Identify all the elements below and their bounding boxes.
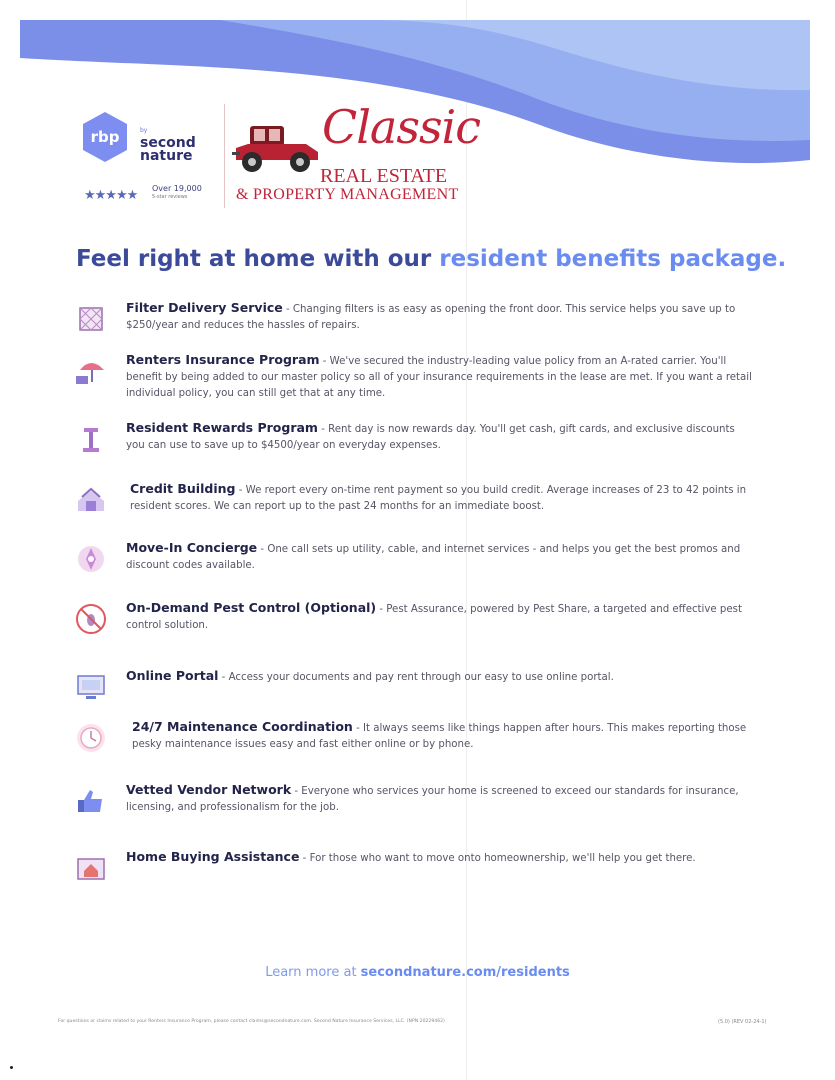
learn-more-link[interactable]: secondnature.com/residents <box>360 965 570 980</box>
second-nature-logo <box>140 124 210 163</box>
benefit-text <box>126 849 756 867</box>
benefit-text <box>130 481 760 515</box>
learn-more-prefix: Learn more at <box>265 965 361 980</box>
benefit-text <box>126 600 756 634</box>
benefit-description: - Pest Assurance, powered by Pest Share, a targeted and effective pest control solution. <box>126 604 742 631</box>
home-buying-icon <box>74 851 108 885</box>
classic-subtitle-real-estate: REAL ESTATE <box>320 165 448 187</box>
rbp-logo-text: rbp <box>90 128 120 146</box>
benefit-text <box>126 540 756 574</box>
benefit-description: - Rent day is now rewards day. You'll get cash, gift cards, and exclusive discounts you can use to save up to $4500/year on everyday expenses. <box>126 424 735 451</box>
benefit-description: - For those who want to move onto homeownership, we'll help you get there. <box>299 853 696 864</box>
learn-more-line <box>0 965 835 980</box>
trophy-icon <box>74 422 108 456</box>
clock-icon <box>74 721 108 755</box>
benefit-description: - Changing filters is as easy as opening the front door. This service helps you save up to $250/year and reduces the hassles of repairs. <box>126 304 736 331</box>
benefit-description: - Access your documents and pay rent through our easy to use online portal. <box>218 672 614 683</box>
benefit-title: Credit Building <box>130 481 236 496</box>
no-pest-icon <box>74 602 108 636</box>
five-star-icon: ★★★★★ <box>84 188 138 203</box>
rating-text: Over 19,000 <box>152 184 202 193</box>
benefit-title: 24/7 Maintenance Coordination <box>132 719 353 734</box>
headline-text: Feel right at home with our <box>76 246 440 272</box>
thumbs-up-icon <box>74 784 108 818</box>
filter-icon <box>74 302 108 336</box>
page-headline <box>76 246 786 272</box>
classic-brand-title: Classic <box>322 100 481 154</box>
umbrella-icon <box>74 354 108 388</box>
footer-doc-code: (5.0) (REV 02-24-1) <box>718 1019 767 1025</box>
classic-subtitle-property-management: & PROPERTY MANAGEMENT <box>236 186 459 203</box>
benefit-description: - One call sets up utility, cable, and internet services - and helps you get the best promos and discount codes available. <box>126 544 741 571</box>
benefit-title: Online Portal <box>126 668 219 683</box>
benefit-description: - Everyone who services your home is screened to exceed our standards for insurance, licensing, and professionalism for the job. <box>126 786 739 813</box>
benefit-description: - We've secured the industry-leading value policy from an A-rated carrier. You'll benefit by being added to our master policy so all of your insurance requirements in the lease are met. If you want a retail individual policy, you can still get that at any time. <box>126 356 752 399</box>
portal-icon <box>74 670 108 704</box>
classic-car-icon <box>232 118 322 178</box>
benefit-title: Resident Rewards Program <box>126 420 318 435</box>
benefit-text <box>126 782 756 816</box>
benefit-text <box>126 352 756 402</box>
footer-disclaimer: For questions or claims related to your Renters Insurance Program, please contact claims@secondnature.com. Second Nature Insurance Services, LLC. (NPN 20229462) <box>58 1019 445 1024</box>
scan-speck <box>10 1066 13 1069</box>
benefit-title: Renters Insurance Program <box>126 352 320 367</box>
benefit-text <box>126 300 756 334</box>
rating-subtext: 5-star reviews <box>152 194 188 200</box>
second-nature-wordmark: second nature <box>140 135 196 164</box>
by-label: by <box>140 127 148 134</box>
headline-accent: resident benefits package. <box>439 246 787 272</box>
benefit-title: Filter Delivery Service <box>126 300 283 315</box>
benefit-text <box>126 420 756 454</box>
benefit-title: Vetted Vendor Network <box>126 782 292 797</box>
benefit-text <box>126 668 756 686</box>
rating-block <box>84 184 202 203</box>
concierge-icon <box>74 542 108 576</box>
credit-house-icon <box>74 483 108 517</box>
benefit-description: - We report every on-time rent payment so you build credit. Average increases of 23 to 42 points in resident scores. We can report up to the past 24 months for an immediate boost. <box>130 485 747 512</box>
benefit-title: On-Demand Pest Control (Optional) <box>126 600 377 615</box>
benefit-description: - It always seems like things happen after hours. This makes reporting those pesky maintenance issues easy and fast either online or by phone. <box>132 723 747 750</box>
benefit-title: Home Buying Assistance <box>126 849 300 864</box>
logo-divider <box>224 104 225 208</box>
benefit-text <box>132 719 762 753</box>
benefit-title: Move-In Concierge <box>126 540 258 555</box>
